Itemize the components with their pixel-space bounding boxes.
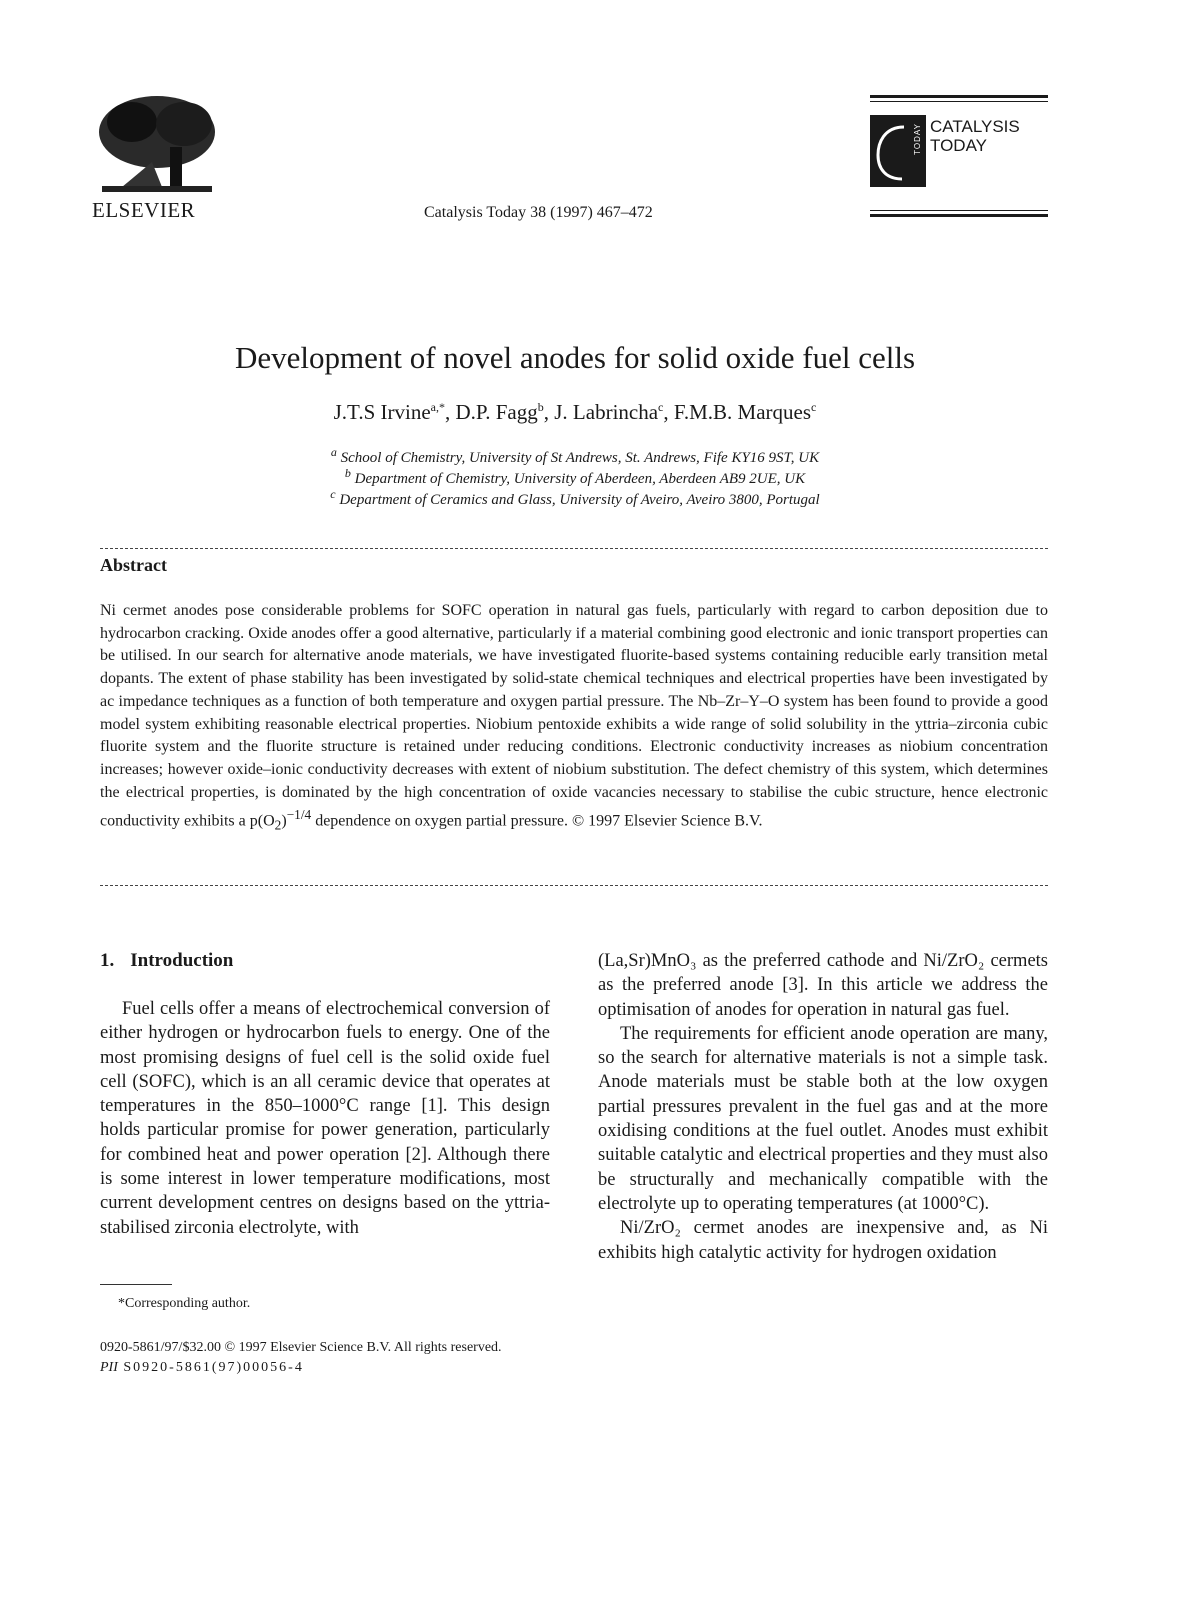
author-sup: b (537, 400, 544, 414)
author-name: J.T.S Irvine (333, 400, 431, 424)
divider (100, 548, 1048, 549)
journal-c-logo (870, 115, 926, 187)
author-list: J.T.S Irvine$^{a,*}$, D.P. Fagg$^b$, J. Labrincha$^c$, F.M.B. Marques$^c$ (333, 400, 817, 424)
affiliation: $^c$ Department of Ceramics and Glass, University of Aveiro, Aveiro 3800, Portugal (330, 487, 820, 508)
publisher-name: ELSEVIER (92, 198, 196, 222)
footnote: *Corresponding author. (118, 1296, 251, 1311)
affiliation: $^a$ School of Chemistry, University of St Andrews, St. Andrews, Fife KY16 9ST, UK (330, 445, 820, 466)
author-name: J. Labrincha (554, 400, 659, 424)
author-name: D.P. Fagg (455, 400, 538, 424)
author-sup: c (658, 400, 664, 414)
elsevier-tree-logo (92, 92, 222, 200)
author-sup: a,* (430, 400, 445, 414)
journal-logo (870, 95, 1048, 220)
paragraph: (La,Sr)MnO₃ as the preferred cathode and Ni/ZrO₂ cermets as the preferred anode [3]. In this article we address the optimisation of anodes for operation in natural gas fuel. (598, 951, 1048, 1020)
affiliation: $^b$ Department of Chemistry, University of Aberdeen, Aberdeen AB9 2UE, UK (344, 466, 806, 487)
journal-vertical-text: TODAY (913, 123, 922, 155)
abstract-text: Ni cermet anodes pose considerable problems for SOFC operation in natural gas fuels, particularly with regard to carbon deposition due to hydrocarbon cracking. Oxide anodes offer a good alternative, particularly if a material combining good electronic and ionic transport properties can be utilised. In our search for alternative anode materials, we have investigated fluorite-based systems containing reducible early transition metal dopants. The extent of phase stability has been investigated by solid-state chemical techniques and electrical properties have been investigated by ac impedance techniques as a function of both temperature and oxygen partial pressure. The Nb–Zr–Y–O system has been found to provide a good model system exhibiting reasonable electrical properties. Niobium pentoxide exhibits a wide range of solid solubility in the yttria–zirconia cubic fluorite system and the fluorite structure is retained under reducing conditions. Electronic conductivity increases as niobium concentration increases; however oxide–ionic conductivity decreases with extent of niobium substitution. The defect chemistry of this system, which determines the electrical properties, is dominated by the high concentration of oxide vacancies necessary to stabilise the cubic structure, hence electronic conductivity exhibits a $p(O_2)^{-1/4}$ dependence on oxygen partial pressure. © 1997 Elsevier Science B.V. (100, 602, 1048, 833)
paragraph: Fuel cells offer a means of electrochemical conversion of either hydrogen or hydrocarbon fuels to energy. One of the most promising designs of fuel cell is the solid oxide fuel cell (SOFC), which is an all ceramic device that operates at temperatures in the 850–1000°C range [1]. This design holds particular promise for power generation, particularly for combined heat and power operation [2]. Although there is some interest in lower temperature modifications, most current development centres on designs based on the yttria-stabilised zirconia electrolyte, with (100, 999, 550, 1238)
journal-title: CATALYSIS TODAY (930, 117, 1020, 155)
footnote-rule (100, 1284, 172, 1285)
journal-citation: Catalysis Today 38 (1997) 467–472 (424, 204, 653, 221)
left-column (100, 997, 550, 1240)
pii-line: PII S0920-5861(97)00056-4 (100, 1360, 304, 1375)
abstract-heading: Abstract (100, 555, 167, 575)
divider (100, 885, 1048, 886)
right-column (598, 949, 1048, 1265)
article-title: Development of novel anodes for solid oxide fuel cells (234, 340, 916, 375)
paragraph: Ni/ZrO₂ cermet anodes are inexpensive and, as Ni exhibits high catalytic activity for hydrogen oxidation (598, 1218, 1048, 1263)
copyright-line: 0920-5861/97/$32.00 © 1997 Elsevier Science B.V. All rights reserved. (100, 1340, 502, 1355)
paragraph: The requirements for efficient anode operation are many, so the search for alternative materials is not a simple task. Anode materials must be stable both at the low oxygen partial pressures prevalent in the fuel gas and at the more oxidising conditions at the fuel outlet. Anodes must exhibit suitable catalytic and electrical properties and they must also be structurally and mechanically compatible with the electrolyte up to operating temperatures (at 1000°C). (598, 1023, 1048, 1214)
section-heading: 1. Introduction (100, 950, 234, 971)
author-sup: c (811, 400, 817, 414)
author-name: F.M.B. Marques (673, 400, 812, 424)
